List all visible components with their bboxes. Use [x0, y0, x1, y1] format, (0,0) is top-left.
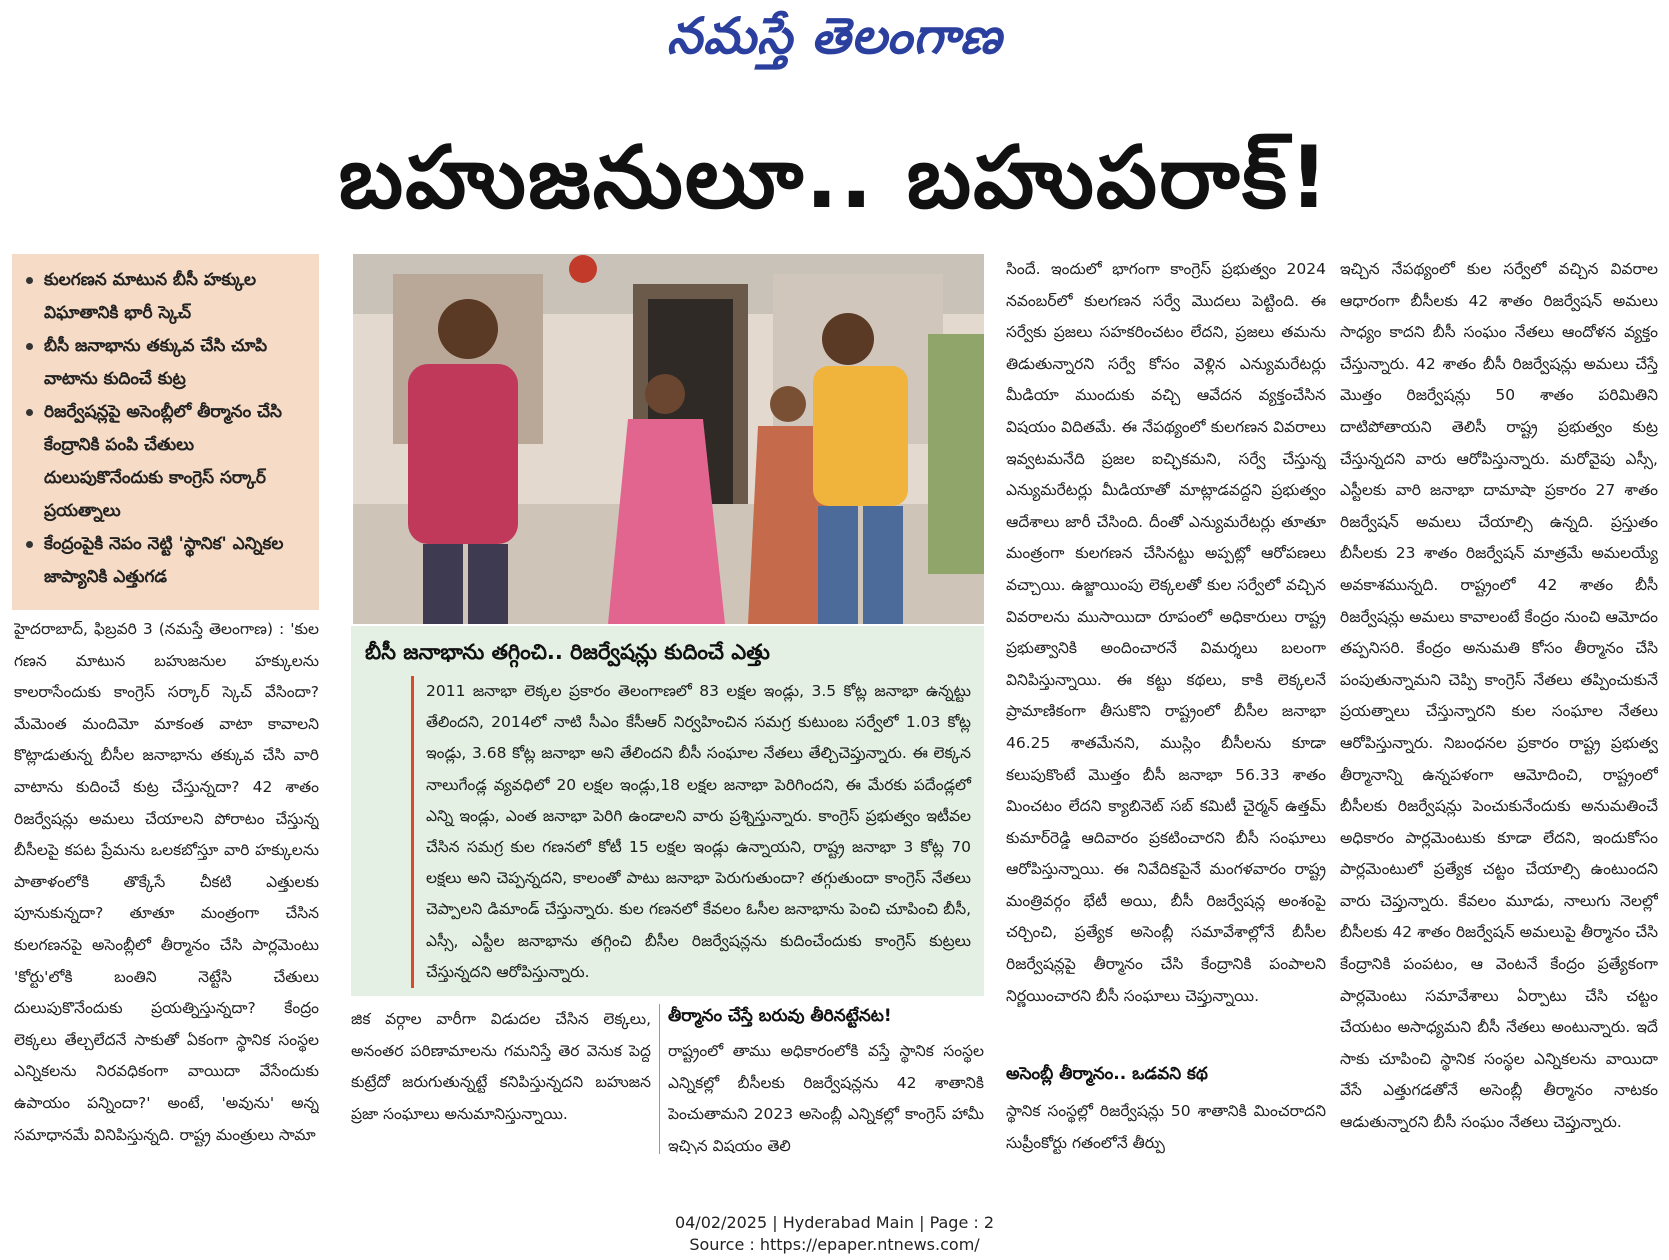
column-divider	[659, 1004, 660, 1154]
highlight-item: బీసీ జనాభాను తక్కువ చేసి చూపి వాటాను కుదించే కుట్ర	[22, 330, 311, 396]
article-photo	[353, 254, 984, 624]
article-column-2	[351, 1004, 651, 1154]
article-paragraph: జిక వర్గాల వారీగా విడుదల చేసిన లెక్కలు, అనంతర పరిణామాలను గమనిస్తే తెర వెనుక పెద్ద కుట్రేదో జరుగుతున్నట్టే కనిపిస్తున్నదని బహుజన ప్రజా సంఘాలు అనుమానిస్తున్నాయి.	[351, 1010, 651, 1123]
highlight-item: రిజర్వేషన్లపై అసెంబ్లీలో తీర్మానం చేసి కేంద్రానికి పంపి చేతులు దులుపుకొనేందుకు కాంగ్రెస్ సర్కార్ ప్రయత్నాలు	[22, 396, 311, 528]
highlights-box	[12, 254, 319, 610]
page-footer-source: Source : https://epaper.ntnews.com/	[689, 1235, 980, 1254]
newspaper-masthead-logo: నమస్తే తెలంగాణ	[666, 6, 1003, 65]
subhead: అసెంబ్లీ తీర్మానం.. ఒడవని కథ	[1006, 1064, 1208, 1084]
article-paragraph: రాష్ట్రంలో తాము అధికారంలోకి వస్తే స్థానిక సంస్థల ఎన్నికల్లో బీసీలకు రిజర్వేషన్లను 42 శాతానికి పెంచుతామని 2023 అసెంబ్లీ ఎన్నికల్లో కాంగ్రెస్ హామీ ఇచ్చిన విషయం తెలి	[668, 1042, 984, 1154]
subhead: తీర్మానం చేస్తే బరువు తీరినట్టేనట!	[668, 1006, 892, 1026]
photo-illustration	[353, 254, 984, 624]
substory-title: బీసీ జనాభాను తగ్గించి.. రిజర్వేషన్లు కుదించే ఎత్తు	[365, 640, 770, 664]
article-column-5	[1340, 254, 1658, 1164]
page-headline: బహుజనులూ.. బహుపరాక్!	[338, 128, 1331, 228]
page-footer-date: 04/02/2025 | Hyderabad Main | Page : 2	[674, 1213, 995, 1232]
highlight-item: కులగణన మాటున బీసీ హక్కుల విఘాతానికి భారీ స్కెచ్	[22, 264, 311, 330]
article-column-1	[14, 614, 319, 1164]
article-paragraph: హైదరాబాద్, ఫిబ్రవరి 3 (నమస్తే తెలంగాణ) : 'కుల గణన మాటున బహుజనుల హక్కులను కాలరాసేందుకు కాంగ్రెస్ సర్కార్ స్కెచ్ వేసిందా? మేమెంత మందిమో మాకంత వాటా కావాలని కొట్లాడుతున్న బీసీల జనాభాను తక్కువ చేసి వారి వాటాను కుదించే కుట్ర చేస్తున్నదా? 42 శాతం రిజర్వేషన్లు అమలు చేయాలని పోరాటం చేస్తున్న బీసీలపై కపట ప్రేమను ఒలకబోస్తూ వారి హక్కులను పాతాళంలోకి తొక్కేసే చీకటి ఎత్తులకు పూనుకున్నదా? తూతూ మంత్రంగా చేసిన కులగణనపై అసెంబ్లీలో తీర్మానం చేసి పార్లమెంటు 'కోర్టు'లోకి బంతిని నెట్టేసి చేతులు దులుపుకొనేందుకు ప్రయత్నిస్తున్నదా? కేంద్రం లెక్కలు తేల్చలేదనే సాకుతో ఏకంగా స్థానిక సంస్థల ఎన్నికలను నిరవధికంగా వాయిదా వేసేందుకు ఉపాయం పన్నిందా?' అంటే, 'అవును' అన్న సమాధానమే వినిపిస్తున్నది. రాష్ట్ర మంత్రులు సామా	[14, 620, 319, 1144]
article-column-3	[668, 1006, 984, 1154]
substory-box	[351, 626, 984, 996]
substory-body: 2011 జనాభా లెక్కల ప్రకారం తెలంగాణలో 83 లక్షల ఇండ్లు, 3.5 కోట్ల జనాభా ఉన్నట్టు తేలిందని, 2014లో నాటి సీఎం కేసీఆర్ నిర్వహించిన సమగ్ర కుటుంబ సర్వేలో 1.03 కోట్ల ఇండ్లు, 3.68 కోట్ల జనాభా అని తేలిందని బీసీ సంఘాల నేతలు తేల్చిచెప్తున్నారు. ఈ లెక్కన నాలుగేండ్ల వ్యవధిలో 20 లక్షల ఇండ్లు,18 లక్షల జనాభా పెరిగిందని, ఈ మేరకు పదేండ్లలో ఎన్ని ఇండ్లు, ఎంత జనాభా పెరిగి ఉండాలని వారు ప్రశ్నిస్తున్నారు. కాంగ్రెస్ ప్రభుత్వం ఇటీవల చేసిన సమగ్ర కుల గణనలో కోటీ 15 లక్షల ఇండ్లు ఉన్నాయని, రాష్ట్ర జనాభా 3 కోట్ల 70 లక్షలు అని చెప్పన్నదని, కాలంతో పాటు జనాభా పెరుగుతుందా? తగ్గుతుందా కాంగ్రెస్ నేతలు చెప్పాలని డిమాండ్ చేస్తున్నారు. కుల గణనలో కేవలం ఓసీల జనాభాను పెంచి చూపించి బీసీ, ఎస్సీ, ఎస్టీల జనాభాను తగ్గించి బీసీల రిజర్వేషన్లను కుదించేందుకు కాంగ్రెస్ కుట్రలు చేస్తున్నదని ఆరోపిస్తున్నారు.	[411, 676, 971, 988]
article-column-4	[1006, 254, 1326, 1160]
highlight-item: కేంద్రంపైకి నెపం నెట్టి 'స్థానిక' ఎన్నికల జాప్యానికి ఎత్తుగడ	[22, 528, 311, 594]
article-paragraph: ఇచ్చిన నేపథ్యంలో కుల సర్వేలో వచ్చిన వివరాల ఆధారంగా బీసీలకు 42 శాతం రిజర్వేషన్ అమలు సాధ్యం కాదని బీసీ సంఘం నేతలు ఆందోళన వ్యక్తం చేస్తున్నారు. 42 శాతం బీసీ రిజర్వేషన్లు అమలు చేస్తే మొత్తం రిజర్వేషన్లు 50 శాతం పరిమితిని దాటిపోతాయని తెలిసీ రాష్ట్ర ప్రభుత్వం కుట్ర చేస్తున్నదని వారు ఆరోపిస్తున్నారు. మరోవైపు ఎస్సీ, ఎస్టీలకు వారి జనాభా దామాషా ప్రకారం 27 శాతం రిజర్వేషన్ అమలు చేయాల్సి ఉన్నది. ప్రస్తుతం బీసీలకు 23 శాతం రిజర్వేషన్ మాత్రమే అమలయ్యే అవకాశమున్నది. రాష్ట్రంలో 42 శాతం బీసీ రిజర్వేషన్లు అమలు కావాలంటే కేంద్రం నుంచి ఆమోదం తప్పనిసరి. కేంద్రం అనుమతి కోసం తీర్మానం చేసి పంపుతున్నామని చెప్పి కాంగ్రెస్ నేతలు తప్పించుకునే ప్రయత్నాలు చేస్తున్నారని కుల సంఘాల నేతలు ఆరోపిస్తున్నారు. నిబంధనల ప్రకారం రాష్ట్ర ప్రభుత్వ తీర్మానాన్ని ఉన్నపళంగా ఆమోదించి, రాష్ట్రంలో బీసీలకు రిజర్వేషన్లు పెంచుకునేందుకు అనుమతించే అధికారం పార్లమెంటుకు కూడా లేదని, ఇందుకోసం పార్లమెంటులో ప్రత్యేక చట్టం చేయాల్సి ఉంటుందని వారు చెప్తున్నారు. కేవలం మూడు, నాలుగు నెలల్లో బీసీలకు 42 శాతం రిజర్వేషన్ అమలుపై తీర్మానం చేసి కేంద్రానికి పంపటం, ఆ వెంటనే కేంద్రం ప్రత్యేకంగా పార్లమెంటు సమావేశాలు ఏర్పాటు చేసి చట్టం చేయటం అసాధ్యమని బీసీ నేతలు అంటున్నారు. ఇదే సాకు చూపించి స్థానిక సంస్థల ఎన్నికలను వాయిదా వేసే ఎత్తుగడతోనే అసెంబ్లీ తీర్మానం నాటకం ఆడుతున్నారని బీసీ సంఘం నేతలు చెప్తున్నారు.	[1340, 260, 1658, 1132]
article-paragraph: స్థానిక సంస్థల్లో రిజర్వేషన్లు 50 శాతానికి మించరాదని సుప్రీంకోర్టు గతంలోనే తీర్పు	[1006, 1102, 1326, 1152]
article-paragraph: సిందే. ఇందులో భాగంగా కాంగ్రెస్ ప్రభుత్వం 2024 నవంబర్‌లో కులగణన సర్వే మొదలు పెట్టింది. ఈ సర్వేకు ప్రజలు సహకరించటం లేదని, ప్రజలు తమను తిడుతున్నారని సర్వే కోసం వెళ్లిన ఎన్యుమరేటర్లు మీడియా ముందుకు వచ్చి ఆవేదన వ్యక్తంచేసిన విషయం విదితమే. ఈ నేపథ్యంలో కులగణన వివరాలు ఇవ్వటమనేది ప్రజల ఐచ్ఛికమని, సర్వే చేస్తున్న ఎన్యుమరేటర్లు మీడియాతో మాట్లాడవద్దని ప్రభుత్వం ఆదేశాలు జారీ చేసింది. దీంతో ఎన్యుమరేటర్లు తూతూ మంత్రంగా కులగణన చేసినట్టు అప్పట్లో ఆరోపణలు వచ్చాయి. ఉజ్జాయింపు లెక్కలతో కుల సర్వేలో వచ్చిన వివరాలను ముసాయిదా రూపంలో అధికారులు రాష్ట్ర ప్రభుత్వానికి అందించారనే విమర్శలు బలంగా వినిపిస్తున్నాయి. ఈ కట్టు కథలు, కాకి లెక్కలనే ప్రామాణికంగా తీసుకొని రాష్ట్రంలో బీసీల జనాభా 46.25 శాతమేనని, ముస్లిం బీసీలను కూడా కలుపుకొంటే మొత్తం బీసీ జనాభా 56.33 శాతం మించటం లేదని క్యాబినెట్ సబ్ కమిటీ చైర్మన్ ఉత్తమ్ కుమార్‌రెడ్డి ఆదివారం ప్రకటించారని బీసీ సంఘాలు ఆరోపిస్తున్నాయి. ఈ నివేదికపైనే మంగళవారం రాష్ట్ర మంత్రివర్గం భేటీ అయి, బీసీ రిజర్వేషన్ల అంశంపై చర్చించి, ప్రత్యేక అసెంబ్లీ సమావేశాల్లోనే బీసీల రిజర్వేషన్లపై తీర్మానం చేసి కేంద్రానికి పంపాలని నిర్ణయించారని బీసీ సంఘాలు చెప్తున్నాయి.	[1006, 260, 1326, 1005]
